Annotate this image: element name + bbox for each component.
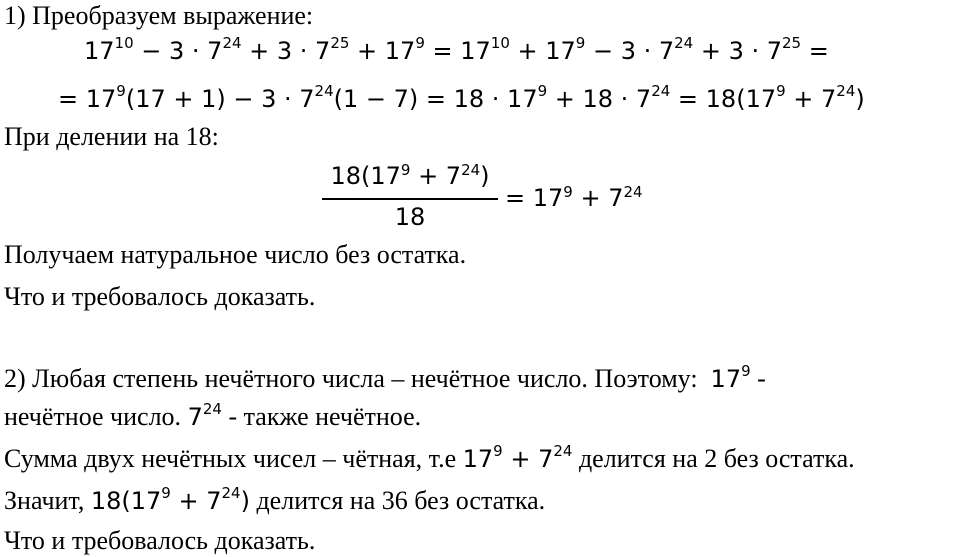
part2-qed: Что и требовалось доказать. [4,526,316,555]
part2-line-1: 2) Любая степень нечётного числа – нечётное число. Поэтому: $17^9$ - [4,362,766,393]
part1-result: Получаем натуральное число без остатка. [4,240,467,269]
equation-line-2: = $17^9(17 + 1) - 3 \cdot 7^{24}(1 - 7) = 18 \cdot 17^9 + 18 \cdot 7^{24} = 18(17^9 + 7^{24})$ [58,82,865,113]
part1-qed: Что и требовалось доказать. [4,282,316,311]
fraction-result: = $17^9 + 7^{24}$ [505,183,643,212]
part2-line-3: Сумма двух нечётных чисел – чётная, т.е $17^9 + 7^{24}$ делится на 2 без остатка. [4,442,855,473]
equation-line-1: $17^{10} - 3 \cdot 7^{24} + 3 \cdot 7^{25} + 17^9 = 17^{10} + 17^9 - 3 \cdot 7^{24} + 3 \cdot 7^{25}$ = [84,34,829,65]
part2-line-4: Значит, $18(17^9 + 7^{24})$ делится на 36 без остатка. [4,484,546,515]
part2-line-2: нечётное число. $7^{24}$ - также нечётное. [4,400,422,431]
part1-heading: 1) Преобразуем выражение: [4,1,314,30]
fraction-denominator: 18 [394,203,426,231]
division-intro: При делении на 18: [4,122,219,151]
fraction-numerator: $18(17^9 + 7^{24})$ [330,161,490,190]
fraction-bar [322,198,498,200]
